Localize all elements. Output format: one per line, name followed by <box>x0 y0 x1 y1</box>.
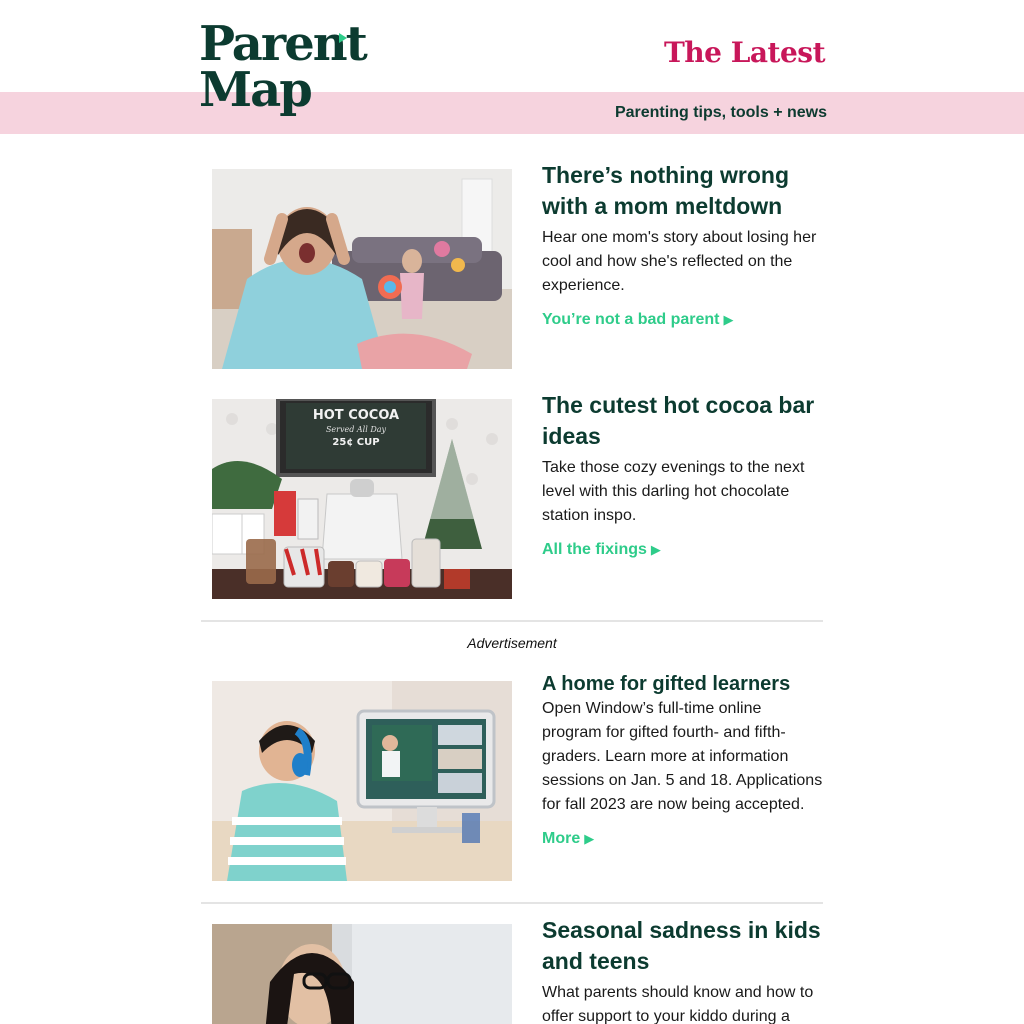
logo-line-parent: Parent <box>199 16 366 72</box>
article-image-mom-meltdown[interactable] <box>212 169 512 369</box>
tagline-band <box>0 92 1024 134</box>
online-learning-photo <box>212 681 512 881</box>
sign-text-hot-cocoa: HOT COCOA <box>312 408 400 423</box>
ad-title[interactable]: A home for gifted learners <box>542 673 791 695</box>
article-card <box>212 915 824 1024</box>
ad-image-gifted-learners[interactable] <box>212 681 512 881</box>
divider <box>201 902 823 904</box>
article-card <box>212 160 824 380</box>
article-card <box>212 390 824 610</box>
ad-description: Open Window’s full-time online program for gifted fourth- and fifth-graders. Learn more at information sessions on Jan. 5 and 18. Applications for fall 2023 are now being accepted. <box>542 700 823 813</box>
article-cta-link[interactable] <box>542 308 734 332</box>
article-text <box>542 390 824 562</box>
ad-text <box>542 672 824 851</box>
logo-arrow-icon <box>339 33 347 43</box>
article-cta-link[interactable] <box>542 538 661 562</box>
article-description: Hear one mom's story about losing her cool and how she's reflected on the experience. <box>542 229 817 294</box>
play-arrow-icon: ▶ <box>584 831 595 846</box>
divider <box>201 620 823 622</box>
article-text <box>542 160 824 332</box>
advertisement-label: Advertisement <box>467 635 557 651</box>
play-arrow-icon: ▶ <box>723 312 734 327</box>
article-description: Take those cozy evenings to the next level with this darling hot chocolate station inspo. <box>542 459 805 524</box>
sign-text-served: Served All Day <box>325 425 387 434</box>
article-title[interactable]: Seasonal sadness in kids and teens <box>542 917 821 974</box>
ad-card <box>212 672 824 892</box>
email-header <box>0 0 1024 92</box>
hot-cocoa-photo <box>212 399 512 599</box>
article-image-seasonal-sadness[interactable] <box>212 924 512 1024</box>
cta-label: More <box>542 830 581 847</box>
tagline: Parenting tips, tools + news <box>614 104 827 121</box>
play-arrow-icon: ▶ <box>650 542 661 557</box>
parentmap-logo[interactable] <box>199 16 366 122</box>
cta-label: You’re not a bad parent <box>542 311 720 328</box>
logo-line-map: Map <box>199 62 311 118</box>
article-image-hot-cocoa[interactable] <box>212 399 512 599</box>
article-title[interactable]: There’s nothing wrong with a mom meltdown <box>542 162 790 219</box>
article-description: What parents should know and how to offer support to your kiddo during a <box>542 984 814 1024</box>
mom-meltdown-photo <box>212 169 512 369</box>
seasonal-sadness-photo <box>212 924 512 1024</box>
article-text <box>542 915 824 1024</box>
cta-label: All the fixings <box>542 541 647 558</box>
article-title[interactable]: The cutest hot cocoa bar ideas <box>542 392 815 449</box>
ad-cta-link[interactable] <box>542 827 594 851</box>
section-title: The Latest <box>663 36 825 69</box>
sign-text-price: 25¢ CUP <box>332 437 380 448</box>
